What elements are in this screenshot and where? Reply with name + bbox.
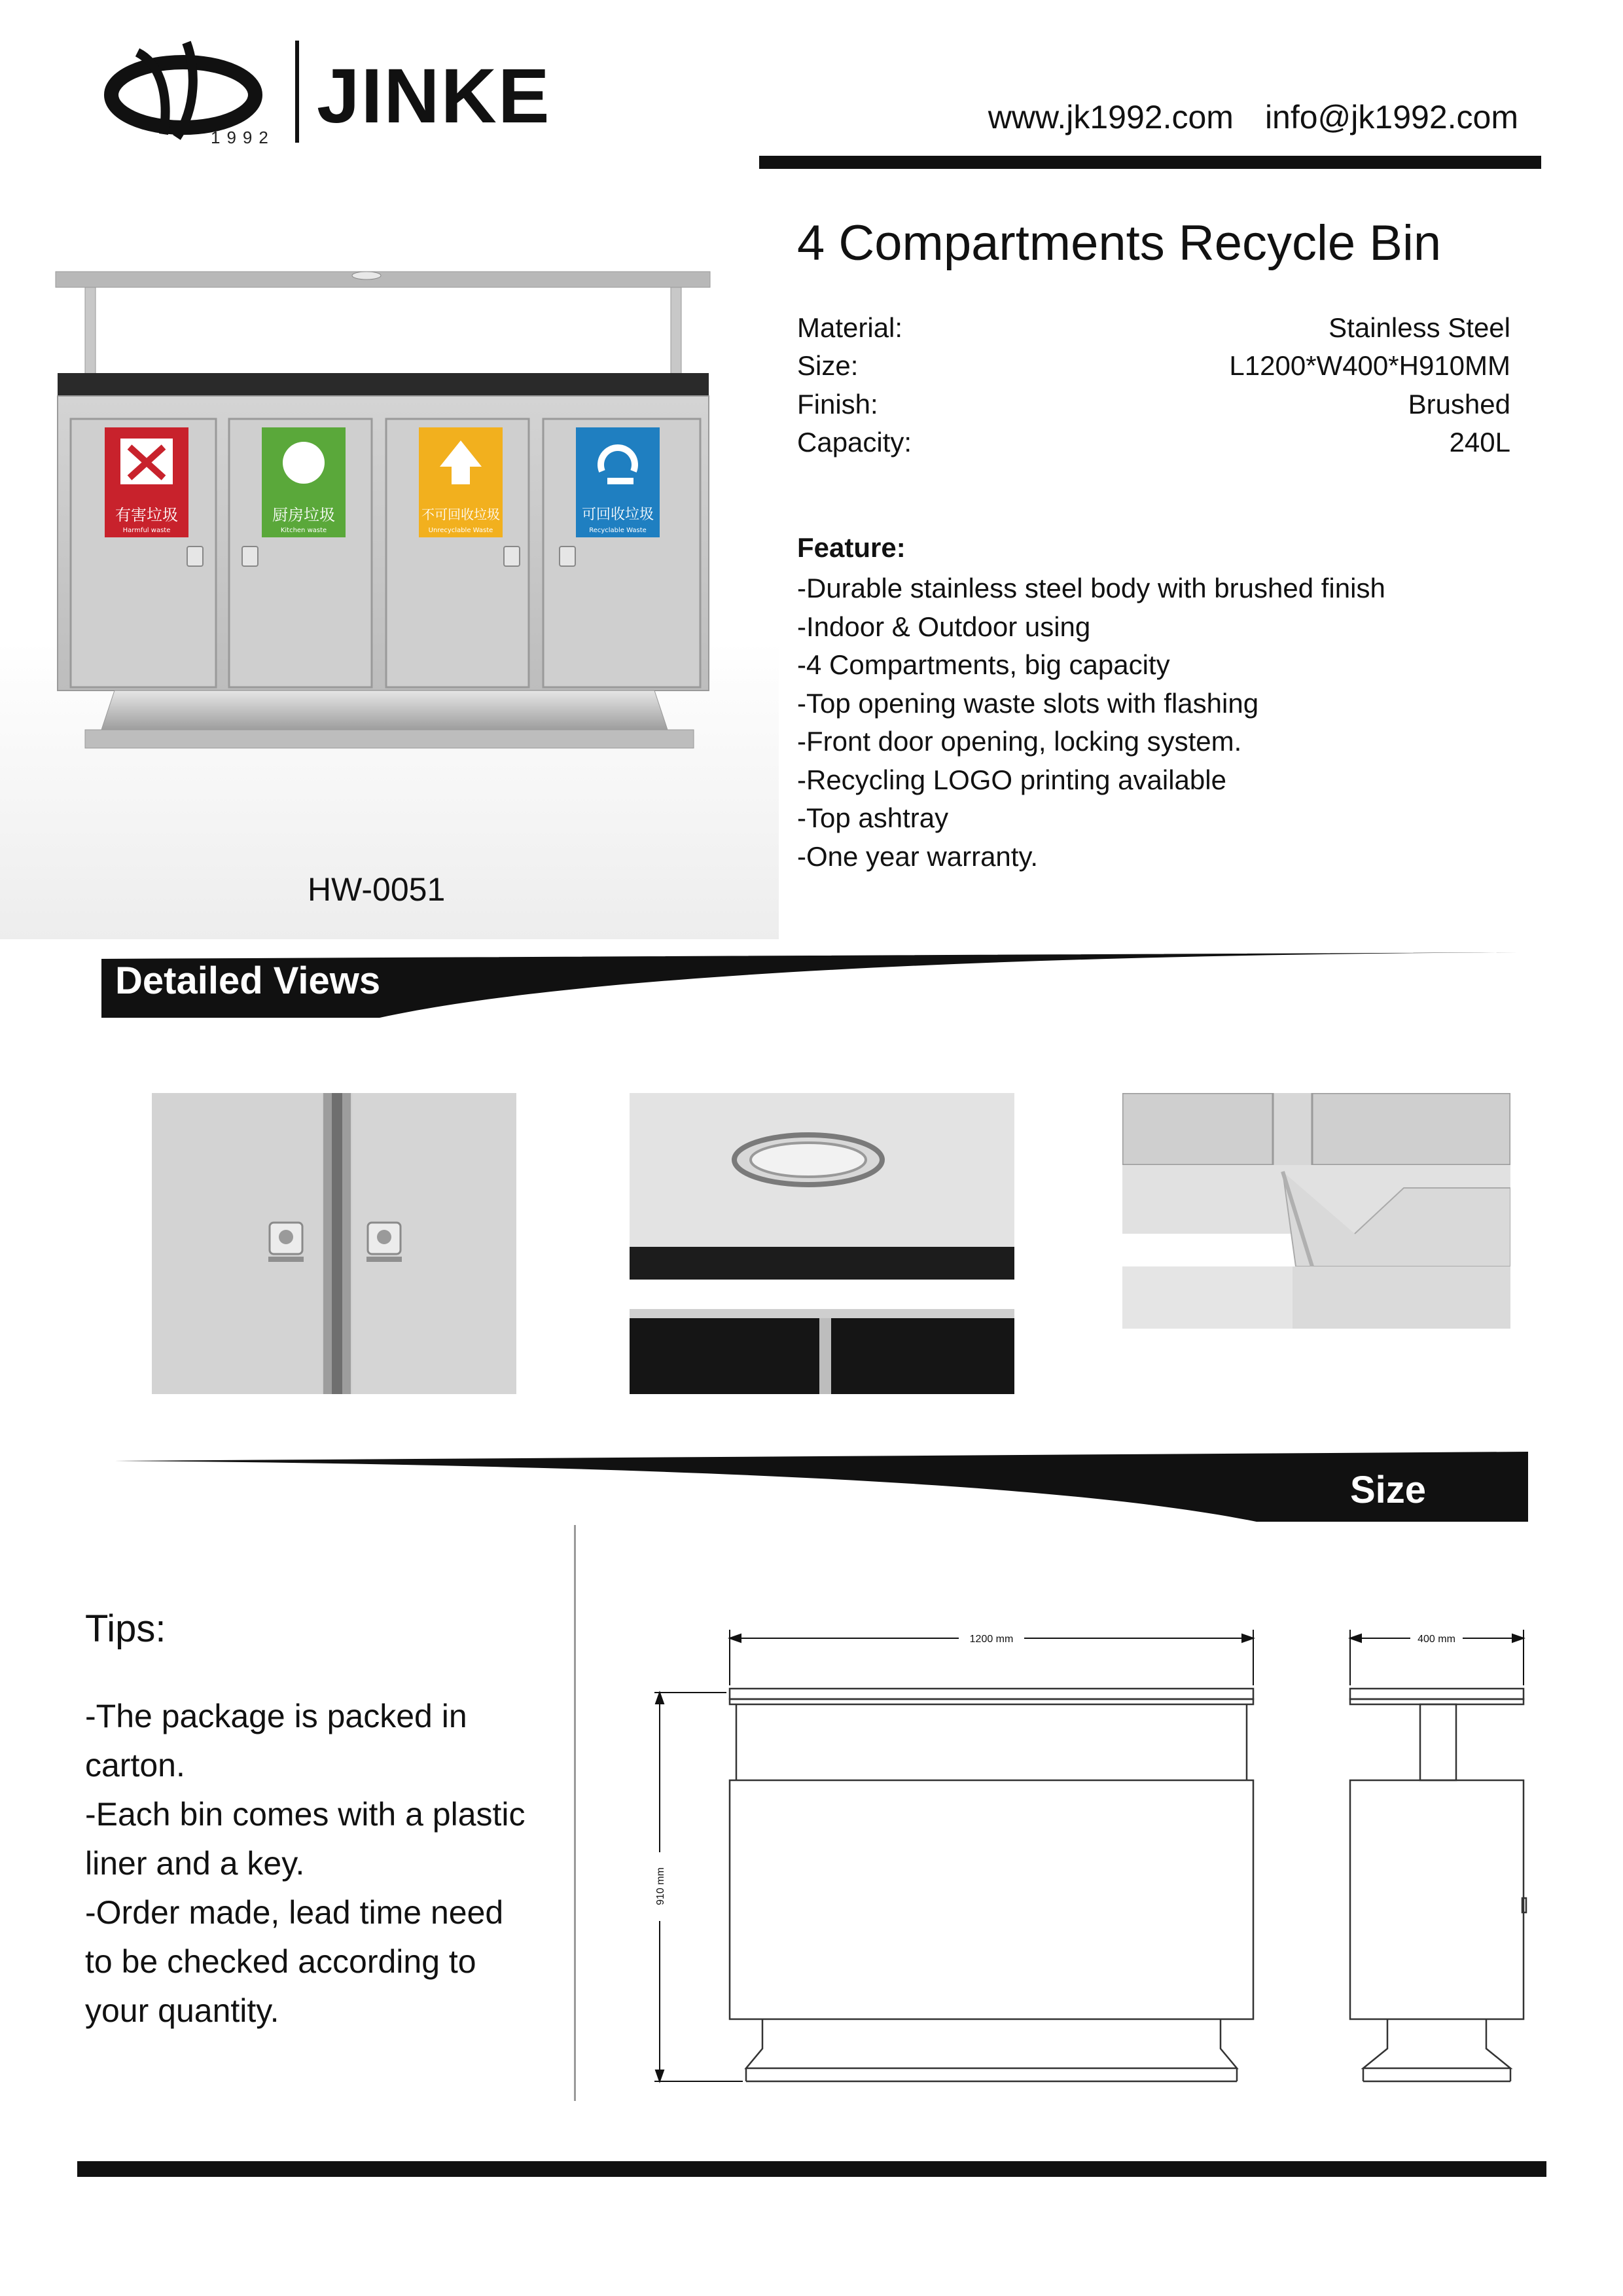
brand-name: JINKE [317,53,551,139]
detailed-views-heading: Detailed Views [115,960,381,1002]
spec-row [797,350,1510,382]
detail-view-ashtray [630,1093,1014,1394]
tips-title: Tips: [85,1607,166,1650]
spec-value: Brushed [1408,389,1510,420]
footer-rule [77,2161,1546,2177]
tip-line: -Order made, lead time need [85,1894,504,1931]
svg-text:厨房垃圾: 厨房垃圾 [272,506,335,524]
product-title: 4 Compartments Recycle Bin [797,215,1442,271]
feature-item: -Durable stainless steel body with brushed finish [797,573,1385,603]
width-dimension-label: 400 mm [1418,1634,1455,1645]
spec-label: Finish: [797,389,878,420]
detail-view-doors-locks [152,1093,516,1394]
tip-line: carton. [85,1747,185,1784]
brand-year: 1992 [211,128,275,147]
tip-line: -Each bin comes with a plastic [85,1796,526,1833]
recycle-bin-product-image [52,259,726,795]
svg-text:Kitchen waste: Kitchen waste [280,527,327,534]
website-link[interactable]: www.jk1992.com [988,99,1234,135]
tip-line: to be checked according to [85,1943,476,1980]
model-number: HW-0051 [308,871,446,908]
tip-line: liner and a key. [85,1845,305,1882]
feature-item: -One year warranty. [797,840,1039,872]
email-link[interactable]: info@jk1992.com [1264,99,1518,135]
detail-view-base [1122,1093,1510,1394]
contact-info [988,98,1518,136]
spec-label: Capacity: [797,427,912,457]
spec-row [797,389,1510,420]
height-dimension-label: 910 mm [655,1867,666,1905]
spec-label: Size: [797,350,859,381]
feature-list [797,569,1385,876]
tip-line: your quantity. [85,1992,279,2029]
spec-value: L1200*W400*H910MM [1229,350,1510,381]
svg-text:Unrecyclable Waste: Unrecyclable Waste [428,527,493,534]
length-dimension-label: 1200 mm [969,1634,1014,1645]
svg-text:不可回收垃圾: 不可回收垃圾 [421,507,500,522]
svg-text:Recyclable Waste: Recyclable Waste [589,527,647,534]
tips-list [85,1692,582,2036]
header-rule [759,156,1541,169]
svg-text:Harmful waste: Harmful waste [122,527,171,534]
dimension-drawing [628,1604,1544,2094]
tip-line: -The package is packed in [85,1698,467,1734]
size-heading: Size [1350,1469,1427,1511]
feature-title: Feature: [797,532,906,563]
spec-label: Material: [797,312,903,343]
spec-row [797,312,1510,344]
spec-row [797,427,1510,458]
feature-item: -Indoor & Outdoor using [797,611,1091,642]
logo-divider [295,41,299,143]
feature-item: -4 Compartments, big capacity [797,649,1170,680]
svg-text:可回收垃圾: 可回收垃圾 [581,507,654,523]
svg-text:有害垃圾: 有害垃圾 [115,506,178,524]
section-divider [574,1525,576,2101]
feature-item: -Front door opening, locking system. [797,726,1242,757]
feature-item: -Top ashtray [797,802,949,833]
feature-item: -Recycling LOGO printing available [797,764,1226,795]
feature-item: -Top opening waste slots with flashing [797,687,1259,719]
spec-value: 240L [1449,427,1510,457]
spec-value: Stainless Steel [1329,312,1510,343]
